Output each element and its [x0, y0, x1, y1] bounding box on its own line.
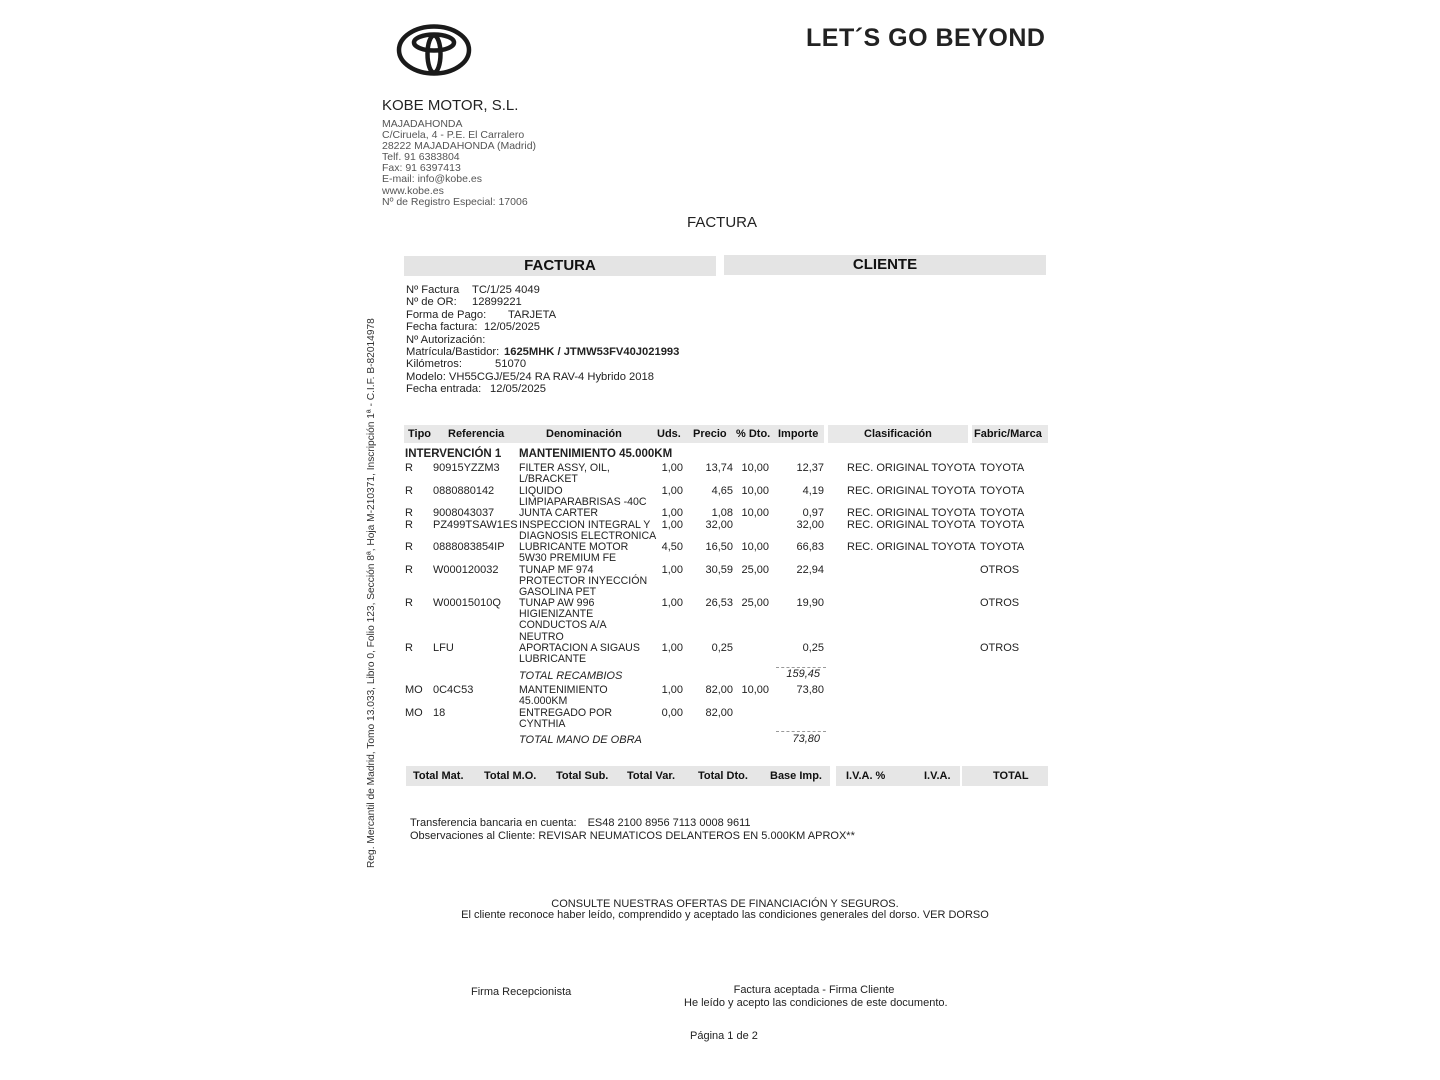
row-dto: 10,00 [741, 541, 769, 553]
row-clasificacion: REC. ORIGINAL TOYOTA [847, 462, 976, 474]
address-line: C/Ciruela, 4 - P.E. El Carralero [382, 129, 525, 142]
authorization-label: Nº Autorización: [406, 333, 486, 346]
total-parts-label: TOTAL RECAMBIOS [519, 670, 623, 682]
model-value: VH55CGJ/E5/24 RA RAV-4 Hybrido 2018 [448, 370, 654, 383]
labor-dto: 10,00 [741, 684, 769, 696]
invoice-details [406, 284, 726, 396]
labor-denominacion: CYNTHIA [519, 718, 566, 731]
totals-band [406, 766, 830, 786]
row-referencia: W00015010Q [433, 597, 501, 609]
plate-vin: 1625MHK / JTMW53FV40J021993 [504, 345, 680, 358]
row-precio: 1,08 [711, 507, 733, 519]
row-referencia: W000120032 [433, 564, 499, 576]
row-precio: 16,50 [705, 541, 733, 553]
row-uds: 1,00 [661, 519, 683, 531]
address-line: Fax: 91 6397413 [382, 162, 461, 175]
col-header-denominacion: Denominación [546, 428, 622, 440]
row-denominacion: JUNTA CARTER [519, 507, 599, 519]
address-line: Nº de Registro Especial: 17006 [382, 195, 528, 208]
iva-label: I.V.A. [924, 770, 951, 782]
row-denominacion: L/BRACKET [519, 473, 578, 486]
total-mat-label: Total Mat. [413, 770, 464, 782]
row-denominacion: TUNAP MF 974 [519, 564, 594, 576]
row-denominacion: TUNAP AW 996 [519, 597, 595, 609]
labor-precio: 82,00 [705, 707, 733, 719]
invoice-date: 12/05/2025 [484, 321, 540, 334]
row-precio: 26,53 [705, 597, 733, 609]
row-tipo: R [405, 642, 413, 654]
labor-tipo: MO [405, 684, 423, 696]
plate-label: Matrícula/Bastidor: [406, 345, 500, 358]
labor-referencia: 18 [433, 707, 446, 719]
total-label: TOTAL [993, 770, 1029, 782]
row-referencia: 0880880142 [433, 485, 495, 497]
row-marca: TOYOTA [980, 541, 1025, 553]
row-importe: 32,00 [796, 519, 824, 531]
address-line: E-mail: info@kobe.es [382, 173, 482, 186]
entry-date: 12/05/2025 [490, 383, 546, 396]
row-marca: TOYOTA [980, 507, 1025, 519]
row-marca: TOYOTA [980, 519, 1025, 531]
company-address [382, 119, 536, 208]
address-line: MAJADAHONDA [382, 118, 463, 130]
row-uds: 1,00 [661, 507, 683, 519]
row-marca: OTROS [980, 642, 1020, 654]
iban: ES48 2100 8956 7113 0008 9611 [587, 817, 751, 829]
row-precio: 32,00 [705, 519, 733, 531]
row-tipo: R [405, 507, 413, 519]
total-sub-label: Total Sub. [556, 770, 609, 782]
row-dto: 10,00 [741, 507, 769, 519]
page-number: Página 1 de 2 [690, 1030, 758, 1042]
row-tipo: R [405, 462, 413, 474]
row-denominacion: LUBRICANTE MOTOR [519, 541, 629, 553]
total-parts-value: 159,45 [786, 668, 820, 680]
invoice-number: TC/1/25 4049 [472, 284, 540, 296]
row-dto: 10,00 [741, 462, 769, 474]
col-header-precio: Precio [693, 428, 727, 440]
labor-uds: 0,00 [661, 707, 683, 719]
row-referencia: 90915YZZM3 [433, 462, 500, 474]
payment-method: TARJETA [508, 308, 557, 321]
row-tipo: R [405, 597, 413, 609]
total-dto-label: Total Dto. [698, 770, 748, 782]
row-importe: 19,90 [796, 597, 824, 609]
row-uds: 1,00 [661, 642, 683, 654]
row-tipo: R [405, 519, 413, 531]
address-line: 28222 MAJADAHONDA (Madrid) [382, 140, 537, 153]
row-denominacion: APORTACION A SIGAUS [519, 642, 640, 654]
col-header-referencia: Referencia [448, 428, 505, 440]
registry-text: Reg. Mercantil de Madrid, Tomo 13.033, Libro 0, Folio 123, Sección 8ª, Hoja M-210371, Inscripción 1ª - C.I.F. B-82014978 [366, 318, 377, 868]
address-line: Telf. 91 6383804 [382, 151, 460, 164]
labor-denominacion: MANTENIMIENTO [519, 684, 608, 696]
receptionist-signature: Firma Recepcionista [471, 986, 572, 998]
row-denominacion: LIQUIDO [519, 485, 563, 497]
row-denominacion: NEUTRO [519, 630, 564, 643]
entry-date-label: Fecha entrada: [406, 383, 482, 396]
observations-label: Observaciones al Cliente: [410, 830, 536, 842]
km-label: Kilómetros: [406, 358, 462, 371]
col-header-importe: Importe [778, 428, 819, 440]
invoice-date-label: Fecha factura: [406, 321, 478, 334]
client-section-header: CLIENTE [724, 255, 1046, 275]
row-denominacion: PROTECTOR INYECCIÓN [519, 575, 648, 588]
invoice-section-header: FACTURA [404, 256, 716, 276]
client-signature: Factura aceptada - Firma Cliente [733, 984, 895, 996]
row-importe: 4,19 [802, 485, 824, 497]
total-mo-label: Total M.O. [484, 770, 537, 782]
row-denominacion: DIAGNOSIS ELECTRONICA [519, 530, 657, 543]
row-uds: 1,00 [661, 597, 683, 609]
row-importe: 0,97 [802, 507, 824, 519]
row-dto: 10,00 [741, 485, 769, 497]
labor-denominacion: 45.000KM [519, 695, 568, 708]
row-tipo: R [405, 541, 413, 553]
address-line: www.kobe.es [382, 184, 444, 197]
row-denominacion: HIGIENIZANTE [519, 608, 594, 621]
payment-method-label: Forma de Pago: [406, 308, 487, 321]
transfer-line [410, 817, 751, 829]
row-precio: 30,59 [705, 564, 733, 576]
or-label: Nº de OR: [406, 296, 457, 309]
row-referencia: PZ499TSAW1ES [433, 519, 518, 531]
row-dto: 25,00 [741, 597, 769, 609]
labor-importe: 73,80 [796, 684, 824, 696]
row-denominacion: CONDUCTOS A/A [519, 619, 607, 632]
conditions-notice: El cliente reconoce haber leído, comprendido y aceptado las condiciones generales del dorso. VER DORSO [461, 909, 989, 921]
labor-tipo: MO [405, 707, 423, 719]
base-imp-label: Base Imp. [770, 770, 822, 782]
intervention-title: MANTENIMIENTO 45.000KM [519, 448, 673, 460]
company-name: KOBE MOTOR, S.L. [382, 97, 519, 114]
row-uds: 1,00 [661, 462, 683, 474]
row-referencia: 9008043037 [433, 507, 495, 519]
row-denominacion: LIMPIAPARABRISAS -40C [519, 496, 647, 509]
row-precio: 13,74 [705, 462, 733, 474]
total-labor-label: TOTAL MANO DE OBRA [519, 734, 642, 746]
row-denominacion: INSPECCION INTEGRAL Y [519, 519, 651, 531]
observations-line [410, 830, 855, 842]
row-referencia: 0888083854IP [433, 541, 505, 553]
row-importe: 0,25 [802, 642, 824, 654]
labor-precio: 82,00 [705, 684, 733, 696]
row-denominacion: 5W30 PREMIUM FE [519, 552, 617, 565]
row-precio: 0,25 [711, 642, 733, 654]
row-uds: 1,00 [661, 564, 683, 576]
document-title: FACTURA [687, 214, 758, 231]
row-importe: 22,94 [796, 564, 824, 576]
or-number: 12899221 [472, 296, 522, 309]
row-marca: OTROS [980, 564, 1020, 576]
row-denominacion: LUBRICANTE [519, 653, 587, 666]
col-header-tipo: Tipo [408, 428, 432, 440]
row-denominacion: GASOLINA PET [519, 586, 597, 599]
row-uds: 1,00 [661, 485, 683, 497]
col-header-clasificacion: Clasificación [864, 428, 932, 440]
row-importe: 66,83 [796, 541, 824, 553]
km-value: 51070 [495, 358, 527, 371]
intervention-label: INTERVENCIÓN 1 [405, 448, 502, 460]
row-clasificacion: REC. ORIGINAL TOYOTA [847, 519, 976, 531]
slogan: LET´S GO BEYOND [806, 24, 1046, 52]
row-clasificacion: REC. ORIGINAL TOYOTA [847, 485, 976, 497]
observations: REVISAR NEUMATICOS DELANTEROS EN 5.000KM APROX** [538, 830, 855, 842]
row-referencia: LFU [433, 642, 454, 654]
labor-denominacion: ENTREGADO POR [519, 707, 613, 719]
col-header-marca: Fabric/Marca [974, 428, 1042, 440]
row-dto: 25,00 [741, 564, 769, 576]
total-var-label: Total Var. [627, 770, 676, 782]
row-marca: TOYOTA [980, 462, 1025, 474]
total-labor-value: 73,80 [792, 733, 820, 745]
row-marca: TOYOTA [980, 485, 1025, 497]
offers-notice: CONSULTE NUESTRAS OFERTAS DE FINANCIACIÓN Y SEGUROS. [551, 898, 899, 910]
toyota-logo-icon [396, 24, 472, 76]
labor-uds: 1,00 [661, 684, 683, 696]
labor-referencia: 0C4C53 [433, 684, 474, 696]
row-importe: 12,37 [796, 462, 824, 474]
col-header-dto: % Dto. [736, 428, 771, 440]
col-header-uds: Uds. [657, 428, 681, 440]
separator [776, 731, 826, 732]
row-precio: 4,65 [711, 485, 733, 497]
row-uds: 4,50 [661, 541, 683, 553]
transfer-label: Transferencia bancaria en cuenta: [410, 817, 577, 829]
row-marca: OTROS [980, 597, 1020, 609]
invoice-number-label: Nº Factura [406, 284, 460, 296]
row-denominacion: FILTER ASSY, OIL, [519, 462, 610, 474]
iva-percent-label: I.V.A. % [846, 770, 886, 782]
row-tipo: R [405, 485, 413, 497]
row-tipo: R [405, 564, 413, 576]
row-clasificacion: REC. ORIGINAL TOYOTA [847, 541, 976, 553]
row-clasificacion: REC. ORIGINAL TOYOTA [847, 507, 976, 519]
model-label: Modelo: [406, 370, 446, 383]
client-signature-note: He leído y acepto las condiciones de este documento. [684, 997, 948, 1009]
